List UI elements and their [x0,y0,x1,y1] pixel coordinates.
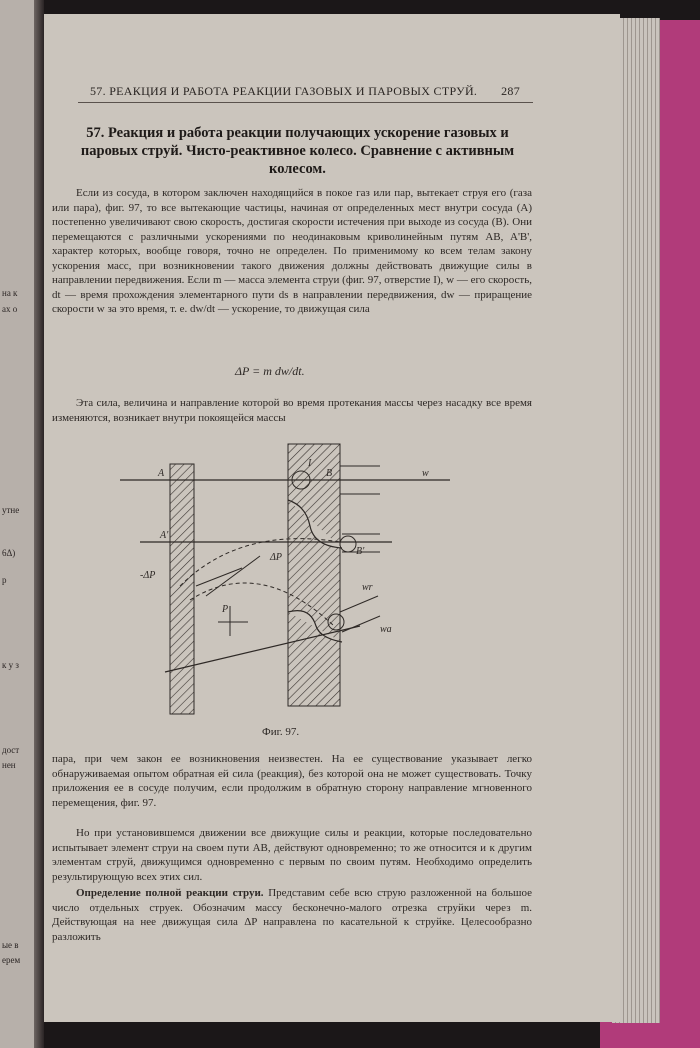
left-page-fragment: нен [2,760,16,770]
figure-label: B' [356,546,365,557]
paragraph-2: Эта сила, величина и направление которой во время протекания массы через насадку все время изменяются, возникает внутри покоящейся массы [52,397,532,424]
formula: ΔP = m dw/dt. [235,364,305,378]
page-number: 287 [501,84,520,98]
vessel-wall-left [170,464,194,714]
figure-97-diagram [110,436,460,726]
figure-label: I [308,458,312,469]
figure-label: wa [380,624,392,635]
paragraph-4: Но при установившемся движении все движущие силы и реакции, которые последовательно испытывает элемент струи на своем пути AB, действуют одновременно; то же относится и к другим элементам струй, движущимся одновременно с первым по своим путям. Необходимо определить результирующую всех этих сил. [52,827,532,883]
figure-label: w [422,468,429,479]
figure-label: P [222,604,229,615]
left-page-fragment: к у з [2,660,19,670]
paragraph-3: пара, при чем закон ее возникновения неизвестен. На ее существование указывает легко обнаруживаемая опытом обратная ей сила (реакция), без которой она не может существовать. Точку приложения ее в сосуде получим, если продолжим в обратную сторону направление мгновенного перемещения, фиг. 97. [52,753,532,809]
paragraph-5 [52,886,532,944]
running-header [90,84,520,99]
paragraph-1: Если из сосуда, в котором заключен находящийся в покое газ или пар, вытекает струя его (газа или пара), фиг. 97, то все вытекающие частицы, начиная от определенных мест внутри сосуда (A) постепенно увеличивают свою скорость, достигая скорости истечения при выходе из сосуда (B). Они перемещаются с различными ускорениями по неодинаковым криволинейным путям AB, A'B', характер которых, вообще говоря, точно не определен. По применимому ко всем телам закону ускорения масс, при возникновении такого движения должны действовать движущие силы в направлении передвижения. Если m — масса элемента струи (фиг. 97, отверстие I), w — его скорость, dt — время прохождения элементарного пути ds в направлении передвижения, dw — приращение скорости w за это время, т. е. dw/dt — ускорение, то движущая сила [52,187,532,315]
figure-label: -ΔP [140,570,156,581]
figure-label: B [326,468,333,479]
left-page-fragment: ерем [2,955,21,965]
header-rule [78,102,533,103]
book-gutter [34,0,44,1048]
figure-label: A' [160,530,169,541]
figure-label: A [158,468,165,479]
figure-label: ΔP [270,552,282,563]
left-page-fragment: утне [2,505,20,515]
paragraph-5-runin: Определение полной реакции струи. [76,887,264,899]
left-page-fragment: ах о [2,304,18,314]
figure-caption: Фиг. 97. [262,726,300,738]
running-title: 57. РЕАКЦИЯ И РАБОТА РЕАКЦИИ ГАЗОВЫХ И ПАРОВЫХ СТРУЙ. [90,84,478,98]
section-title: 57. Реакция и работа реакции получающих ускорение газовых и паровых струй. Чисто-реактивное колесо. Сравнение с активным колесом. [80,125,515,177]
vessel-wall-right [288,444,340,706]
left-page-fragment: 6Δ) [2,548,16,558]
left-page-fragment: на к [2,288,18,298]
left-page-fragment: ые в [2,940,19,950]
left-page-fragment: р [2,575,7,585]
figure-label: wr [362,582,373,593]
paragraph-5-body: Представим себе всю струю разложенной на большое число отдельных струек. Обозначим массу бесконечно-малого отрезка струйки через m. Действующая на нее движущая сила ΔP направлена по касательной к струйке. Целесообразно разложить [52,887,533,943]
left-page-fragment: дост [2,745,20,755]
